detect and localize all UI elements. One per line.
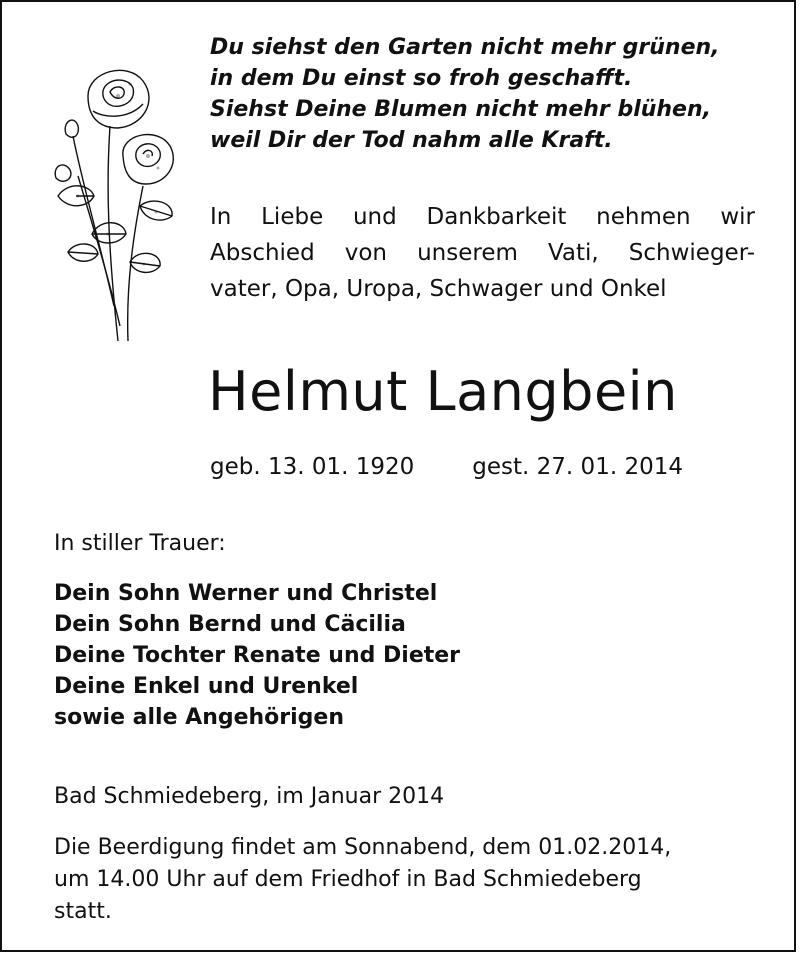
funeral-line: um 14.00 Uhr auf dem Friedhof in Bad Schmiedeberg <box>54 867 642 892</box>
mourner-entry: Dein Sohn Werner und Christel <box>54 581 438 606</box>
mourners-list <box>54 578 460 733</box>
deceased-name: Helmut Langbein <box>208 360 678 423</box>
roses-icon <box>48 56 188 346</box>
mourning-heading: In stiller Trauer: <box>54 531 226 556</box>
funeral-line: Die Beerdigung findet am Sonnabend, dem 01.02.2014, <box>54 835 672 860</box>
place-date: Bad Schmiedeberg, im Januar 2014 <box>54 784 445 809</box>
poem-line: in dem Du einst so froh geschafft. <box>210 66 633 91</box>
farewell-text <box>210 199 755 307</box>
memorial-poem <box>210 32 770 156</box>
farewell-line: In Liebe und Dankbarkeit nehmen wir <box>210 204 755 230</box>
funeral-line: statt. <box>54 899 112 924</box>
birth-date: geb. 13. 01. 1920 <box>210 454 415 480</box>
poem-line: Du siehst den Garten nicht mehr grünen, <box>210 35 720 60</box>
funeral-info <box>54 832 754 928</box>
poem-line: Siehst Deine Blumen nicht mehr blühen, <box>210 97 711 122</box>
mourner-entry: Deine Enkel und Urenkel <box>54 674 359 699</box>
mourner-entry: Deine Tochter Renate und Dieter <box>54 643 461 668</box>
death-date: gest. 27. 01. 2014 <box>472 454 683 480</box>
life-dates <box>210 449 683 485</box>
mourner-entry: Dein Sohn Bernd und Cäcilia <box>54 612 406 637</box>
farewell-line: Abschied von unserem Vati, Schwieger- <box>210 240 755 266</box>
mourner-entry: sowie alle Angehörigen <box>54 705 345 730</box>
farewell-full-text <box>2 2 3 3</box>
poem-line: weil Dir der Tod nahm alle Kraft. <box>210 128 613 153</box>
farewell-line: vater, Opa, Uropa, Schwager und Onkel <box>210 276 667 302</box>
